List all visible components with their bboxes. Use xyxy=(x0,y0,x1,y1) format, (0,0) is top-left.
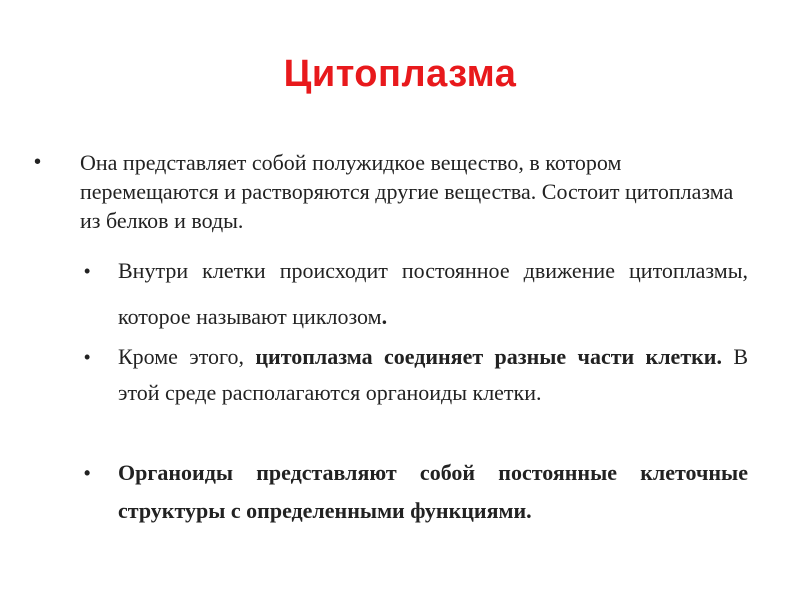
sub-bullet-2-tail: В этой среде располагаются органоиды клетки. xyxy=(118,344,748,405)
sub-bullet-1-end: . xyxy=(381,304,388,329)
sub-bullet-2-bold: цитоплазма соединяет разные части клетки. xyxy=(255,344,722,369)
sub-bullet-2 xyxy=(84,339,748,411)
bullet-marker: • xyxy=(84,261,91,281)
sub-bullet-1 xyxy=(84,248,748,340)
bullet-marker: • xyxy=(84,347,91,367)
sub-bullet-1-text: Внутри клетки происходит постоянное движение цитоплазмы, которое называют циклозом xyxy=(118,258,748,329)
main-bullet-text: Она представляет собой полужидкое вещество, в котором перемещаются и растворяются другие вещества. Состоит цитоплазма из белков и воды. xyxy=(80,150,734,233)
sub-bullet-3 xyxy=(84,454,748,530)
bullet-marker: • xyxy=(84,463,91,483)
main-bullet xyxy=(34,148,756,235)
sub-bullet-2-lead: Кроме этого, xyxy=(118,344,256,369)
slide-title: Цитоплазма xyxy=(283,53,517,95)
bullet-marker: • xyxy=(34,151,42,173)
sub-bullet-3-text: Органоиды представляют собой постоянные клеточные структуры с определенными функциями. xyxy=(118,460,748,523)
